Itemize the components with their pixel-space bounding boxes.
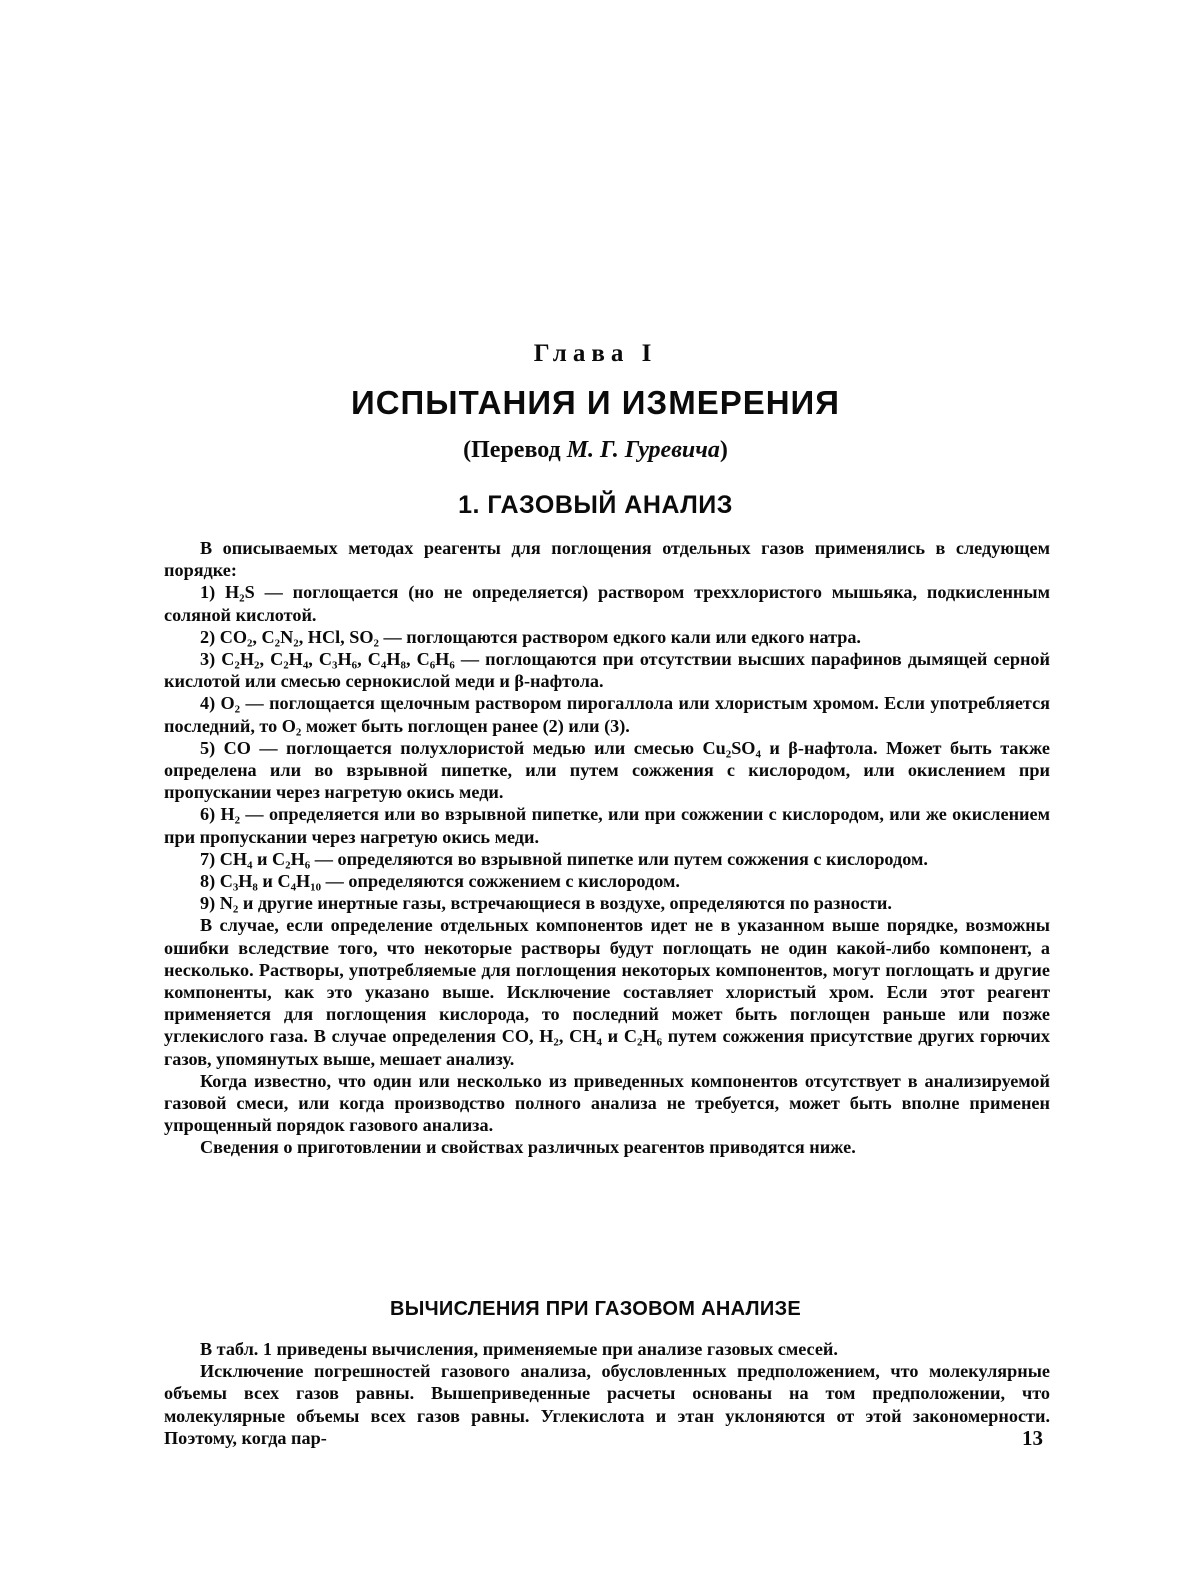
subsection-title: ВЫЧИСЛЕНИЯ ПРИ ГАЗОВОМ АНАЛИЗЕ	[389, 1298, 802, 1320]
list-item: 7) CH₄ и C₂H₆ — определяются во взрывной пипетке или путем сожжения с кислородом.	[200, 848, 928, 869]
paragraph: В описываемых методах реагенты для поглощения отдельных газов применялись в следующем порядке:	[164, 538, 1050, 581]
list-item: 8) C₃H₈ и C₄H₁₀ — определяются сожжением с кислородом.	[200, 871, 680, 892]
list-item: 1) H₂S — поглощается (но не определяется) раствором треххлористого мышьяка, подкисленным соляной кислотой.	[164, 582, 1050, 625]
list-item: 5) CO — поглощается полухлористой медью или смесью Cu₂SO₄ и β-нафтола. Может быть также определена или во взрывной пипетке, или путем сожжения с кислородом, или окислением при пропускании через нагретую окись меди.	[164, 737, 1050, 803]
translator-name: М. Г. Гуревича	[566, 437, 720, 463]
page-number: 13	[1022, 1426, 1043, 1450]
paragraph: Сведения о приготовлении и свойствах различных реагентов приводятся ниже.	[200, 1137, 856, 1158]
paragraph: В случае, если определение отдельных компонентов идет не в указанном выше порядке, возможны ошибки вследствие того, что некоторые растворы будут поглощать не один какой-либо компонент, а несколько. Растворы, употребляемые для поглощения некоторых компонентов, могут поглощать и другие компоненты, как это указано выше. Исключение составляет хлористый хром. Если этот реагент применяется для поглощения кислорода, то последний может быть поглощен раньше или позже углекислого газа. В случае определения CO, H₂, CH₄ и C₂H₆ путем сожжения присутствие других горючих газов, упомянутых выше, мешает анализу.	[164, 915, 1050, 1069]
section-body	[164, 537, 1050, 1159]
list-item: 9) N₂ и другие инертные газы, встречающиеся в воздухе, определяются по разности.	[200, 893, 892, 914]
paragraph: Исключение погрешностей газового анализа, обусловленных предположением, что молекулярные объемы всех газов равны. Вышеприведенные расчеты основаны на том предположении, что молекулярные объемы всех газов равны. Углекислота и этан уклоняются от этой закономерности. Поэтому, когда пар-	[164, 1361, 1050, 1448]
paragraph: Когда известно, что один или несколько из приведенных компонентов отсутствует в анализируемой газовой смеси, или когда производство полного анализа не требуется, может быть вполне применен упрощенный порядок газового анализа.	[164, 1070, 1050, 1136]
chapter-label: Глава I	[533, 340, 658, 367]
list-item: 4) O₂ — поглощается щелочным раствором пирогаллола или хлористым хромом. Если употребляется последний, то O₂ может быть поглощен ранее (2) или (3).	[164, 693, 1050, 736]
list-item: 3) C₂H₂, C₂H₄, C₃H₆, C₄H₈, C₆H₆ — поглощаются при отсутствии высших парафинов дымящей серной кислотой или смесью сернокислой меди и β-нафтола.	[164, 649, 1050, 692]
chapter-title: ИСПЫТАНИЯ И ИЗМЕРЕНИЯ	[351, 384, 840, 421]
paragraph: В табл. 1 приведены вычисления, применяемые при анализе газовых смесей.	[200, 1339, 838, 1359]
translator-suffix: )	[719, 437, 728, 463]
list-item: 2) CO₂, C₂N₂, HCl, SO₂ — поглощаются раствором едкого кали или едкого натра.	[200, 626, 861, 647]
list-item: 6) H₂ — определяется или во взрывной пипетке, или при сожжении с кислородом, или же окислением при пропускании через нагретую окись меди.	[164, 804, 1050, 847]
translator-prefix: (Перевод	[463, 437, 567, 463]
subsection-body	[164, 1338, 1050, 1449]
section-title: 1. ГАЗОВЫЙ АНАЛИЗ	[458, 491, 733, 519]
translator-credit	[0, 437, 1191, 464]
